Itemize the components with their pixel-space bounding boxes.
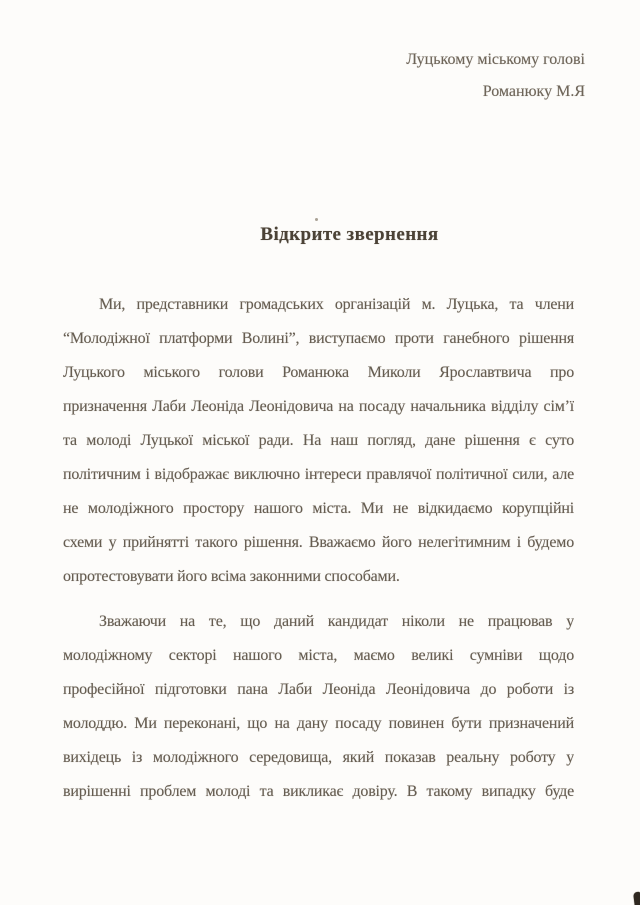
recipient-block	[406, 44, 585, 108]
scan-speck	[315, 218, 318, 221]
text-line: “Молодіжної платформи Волині”, виступаємо проти ганебного рішення	[63, 330, 574, 347]
text-line: молодіжному секторі нашого міста, маємо великі сумніви щодо	[63, 647, 574, 664]
text-line: опротестовувати його всіма законними способами.	[63, 568, 400, 585]
letter-body	[63, 288, 574, 820]
text-line: вихідець із молодіжного середовища, який показав реальну роботу у	[63, 749, 574, 766]
text-line: призначення Лаби Леоніда Леонідовича на посаду начальника відділу сім’ї	[63, 398, 574, 415]
paragraph-1	[63, 288, 574, 594]
text-line: професійної підготовки пана Лаби Леоніда Леонідовича до роботи із	[63, 681, 574, 698]
document-title: Відкрите звернення	[260, 224, 439, 245]
paragraph-2	[63, 605, 574, 809]
text-line: Ми, представники громадських організацій м. Луцька, та члени	[99, 296, 574, 313]
text-line: Зважаючи на те, що даний кандидат ніколи не працював у	[99, 613, 574, 630]
scan-artifact-corner	[633, 892, 640, 905]
text-line: не молодіжного простору нашого міста. Ми не відкидаємо корупційні	[63, 500, 574, 517]
text-line: політичним і відображає виключно інтереси правлячої політичної сили, але	[63, 466, 574, 483]
text-line: вирішенні проблем молоді та викликає довіру. В такому випадку буде	[63, 783, 574, 800]
text-line: та молоді Луцької міської ради. На наш погляд, дане рішення є суто	[63, 432, 574, 449]
text-line: схеми у прийнятті такого рішення. Вважаємо його нелегітимним і будемо	[63, 534, 574, 551]
recipient-line-1: Луцькому міському голові	[406, 51, 585, 68]
text-line: молоддю. Ми переконані, що на дану посаду повинен бути призначений	[63, 715, 574, 732]
recipient-line-2: Романюку М.Я	[482, 83, 585, 100]
text-line: Луцького міського голови Романюка Миколи Ярославтвича про	[63, 364, 574, 381]
